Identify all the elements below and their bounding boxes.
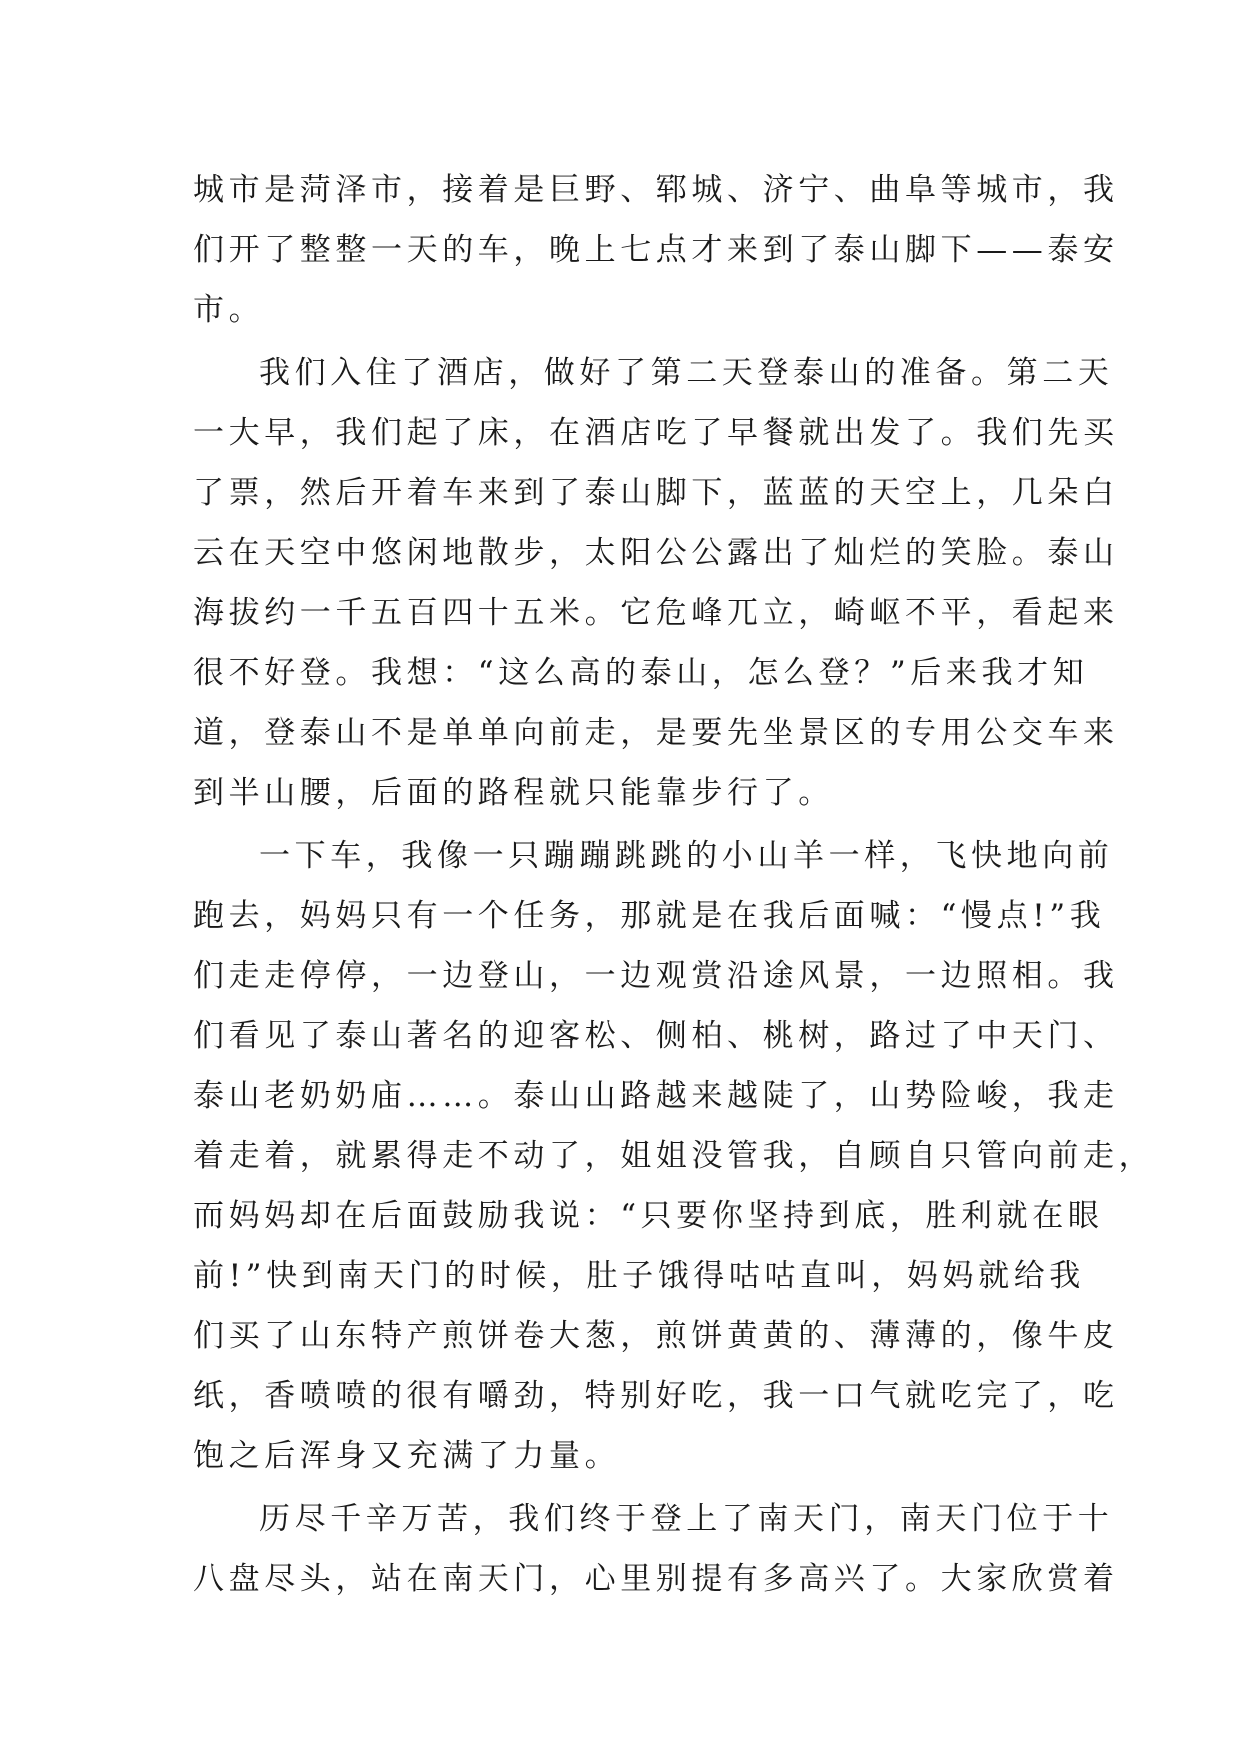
text-line: 纸，香喷喷的很有嚼劲，特别好吃，我一口气就吃完了，吃 [193, 1378, 1119, 1414]
text-line: 道，登泰山不是单单向前走，是要先坐景区的专用公交车来 [193, 715, 1119, 751]
text-line: 市。 [193, 292, 265, 328]
body-text [193, 160, 1155, 1609]
text-line: 到半山腰，后面的路程就只能靠步行了。 [193, 775, 834, 811]
paragraph-first-line: 历尽千辛万苦，我们终于登上了南天门，南天门位于十 [259, 1501, 1114, 1537]
text-line: 饱之后浑身又充满了力量。 [193, 1438, 621, 1474]
text-line: 一大早，我们起了床，在酒店吃了早餐就出发了。我们先买 [193, 415, 1119, 451]
text-line: 泰山老奶奶庙……。泰山山路越来越陡了，山势险峻，我走 [193, 1078, 1119, 1114]
text-line: 而妈妈却在后面鼓励我说：“只要你坚持到底，胜利就在眼 [193, 1198, 1104, 1234]
text-line: 着走着，就累得走不动了，姐姐没管我，自顾自只管向前走， [193, 1138, 1155, 1174]
text-line: 们看见了泰山著名的迎客松、侧柏、桃树，路过了中天门、 [193, 1018, 1119, 1054]
text-line: 城市是菏泽市，接着是巨野、郓城、济宁、曲阜等城市，我 [193, 172, 1119, 208]
text-line: 云在天空中悠闲地散步，太阳公公露出了灿烂的笑脸。泰山 [193, 535, 1119, 571]
text-line: 很不好登。我想：“这么高的泰山，怎么登？”后来我才知 [193, 655, 1089, 691]
text-line: 跑去，妈妈只有一个任务，那就是在我后面喊：“慢点!”我 [193, 898, 1106, 934]
paragraph-first-line: 我们入住了酒店，做好了第二天登泰山的准备。第二天 [259, 355, 1114, 391]
text-line: 了票，然后开着车来到了泰山脚下，蓝蓝的天空上，几朵白 [193, 475, 1119, 511]
text-line: 们走走停停，一边登山，一边观赏沿途风景，一边照相。我 [193, 958, 1119, 994]
text-line: 前!”快到南天门的时候，肚子饿得咕咕直叫，妈妈就给我 [193, 1258, 1085, 1294]
text-line: 八盘尽头，站在南天门，心里别提有多高兴了。大家欣赏着 [193, 1561, 1119, 1597]
paragraph-first-line: 一下车，我像一只蹦蹦跳跳的小山羊一样，飞快地向前 [259, 838, 1114, 874]
text-line: 们买了山东特产煎饼卷大葱，煎饼黄黄的、薄薄的，像牛皮 [193, 1318, 1119, 1354]
text-line: 海拔约一千五百四十五米。它危峰兀立，崎岖不平，看起来 [193, 595, 1119, 631]
text-line: 们开了整整一天的车，晚上七点才来到了泰山脚下——泰安 [193, 232, 1119, 268]
